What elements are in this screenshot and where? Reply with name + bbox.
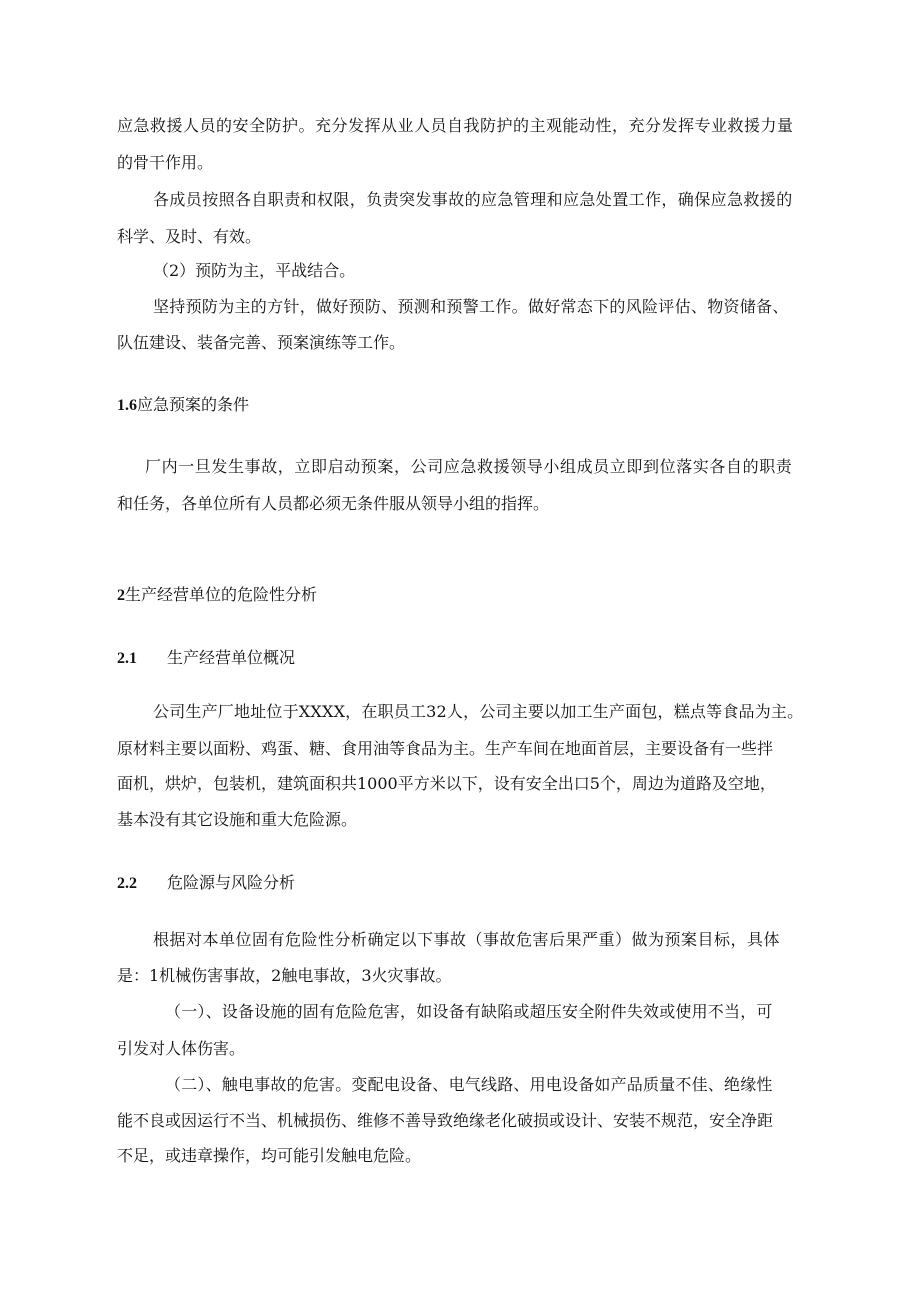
para9-line2: 能不良或因运行不当、机械损伤、维修不善导致绝缘老化破损或设计、安装不规范，安全净距 [117,1111,774,1130]
para3-line1: （2）预防为主，平战结合。 [153,261,356,280]
section-number: 2.2 [117,875,137,892]
para5-line1: 厂内一旦发生事故，立即启动预案，公司应急救援领导小组成员立即到位落实各自的职责 [145,457,793,476]
section-heading-2-1 [117,648,295,669]
para1-line1: 应急救援人员的安全防护。充分发挥从业人员自我防护的主观能动性，充分发挥专业救援力量 [117,116,794,135]
para2-line2: 科学、及时、有效。 [117,227,262,246]
section-number: 2.1 [117,650,137,667]
para6-line1: 公司生产厂地址位于XXXX，在职员工32人，公司主要以加工生产面包，糕点等食品为主。 [153,702,804,721]
para8-line1: （一）、设备设施的固有危险危害，如设备有缺陷或超压安全附件失效或使用不当，可 [165,1002,773,1021]
section-title: 危险源与风险分析 [167,873,296,892]
para8-line2: 引发对人体伤害。 [117,1039,246,1058]
section-number: 1.6 [117,397,137,414]
para4-line1: 坚持预防为主的方针，做好预防、预测和预警工作。做好常态下的风险评估、物资储备、 [153,297,789,316]
para7-line2: 是：1机械伤害事故，2触电事故，3火灾事故。 [117,966,452,985]
section-title: 生产经营单位概况 [167,648,296,667]
para5-line2: 和任务，各单位所有人员都必须无条件服从领导小组的指挥。 [117,494,550,513]
section-number: 2 [117,587,125,604]
para9-line3: 不足，或违章操作，均可能引发触电危险。 [117,1146,422,1165]
para6-line2: 原材料主要以面粉、鸡蛋、糖、食用油等食品为主。生产车间在地面首层，主要设备有一些拌 [117,739,774,758]
para9-line1: （二）、触电事故的危害。变配电设备、电气线路、用电设备如产品质量不佳、绝缘性 [165,1075,773,1094]
section-title: 应急预案的条件 [137,395,250,414]
para6-line4: 基本没有其它设施和重大危险源。 [117,810,358,829]
section-heading-2-2 [117,873,295,894]
section-heading-2 [117,585,317,606]
para6-line3: 面机，烘炉，包装机，建筑面积共1000平方米以下，设有安全出口5个，周边为道路及空地， [117,774,776,793]
para7-line1: 根据对本单位固有危险性分析确定以下事故（事故危害后果严重）做为预案目标，具体 [153,930,781,949]
para1-line2: 的骨干作用。 [117,153,214,172]
section-title: 生产经营单位的危险性分析 [125,585,318,604]
para4-line2: 队伍建设、装备完善、预案演练等工作。 [117,333,406,352]
section-heading-1-6 [117,395,249,416]
para2-line1: 各成员按照各自职责和权限，负责突发事故的应急管理和应急处置工作，确保应急救援的 [153,190,793,209]
